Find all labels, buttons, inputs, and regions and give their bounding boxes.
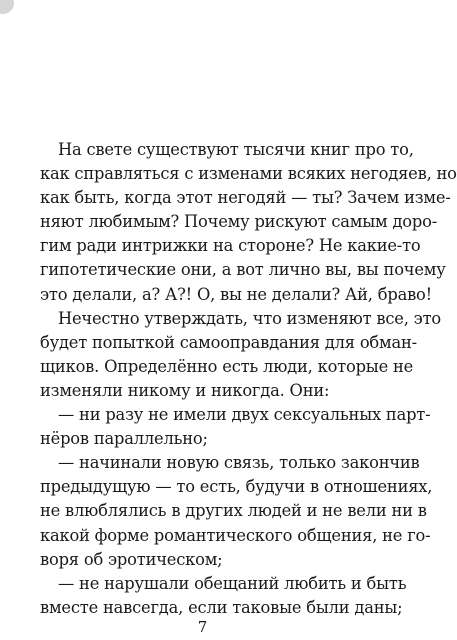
text-line: гипотетические они, а вот лично вы, вы почему [40,260,446,280]
page-body [40,138,457,620]
text-line: будет попыткой самооправдания для обман- [40,332,417,352]
list-item [40,403,431,451]
text-line: Нечестно утверждать, что изменяют все, это [58,308,441,328]
list-item [40,451,433,571]
text-line: — начинали новую связь, только закончив [58,453,420,473]
paragraph [40,138,457,307]
text-line: — не нарушали обещаний любить и быть [58,573,407,593]
paragraph [40,307,441,403]
text-line: какой форме романтического общения, не го- [40,525,431,545]
list-item [40,572,407,620]
text-line: предыдущую — то есть, будучи в отношениях, [40,477,433,497]
text-line: нёров параллельно; [40,429,208,449]
text-line: щиков. Определённо есть люди, которые не [40,356,414,376]
text-line: гим ради интрижки на стороне? Не какие-то [40,236,421,256]
text-line: как быть, когда этот негодяй — ты? Зачем изме- [40,188,451,208]
page-number: 7 [197,618,208,636]
text-line: На свете существуют тысячи книг про то, [58,140,414,159]
text-line: воря об эротическом; [40,549,223,569]
text-line: не влюблялись в других людей и не вели ни в [40,501,427,521]
text-line: вместе навсегда, если таковые были даны; [40,597,403,617]
text-line: няют любимым? Почему рискуют самым доро- [40,212,438,232]
page-corner-mark [0,0,14,14]
text-line: это делали, а? А?! О, вы не делали? Ай, браво! [40,284,432,304]
text-line: — ни разу не имели двух сексуальных парт- [58,405,431,425]
text-line: как справляться с изменами всяких негодяев, но [40,164,457,184]
text-line: изменяли никому и никогда. Они: [40,380,330,400]
